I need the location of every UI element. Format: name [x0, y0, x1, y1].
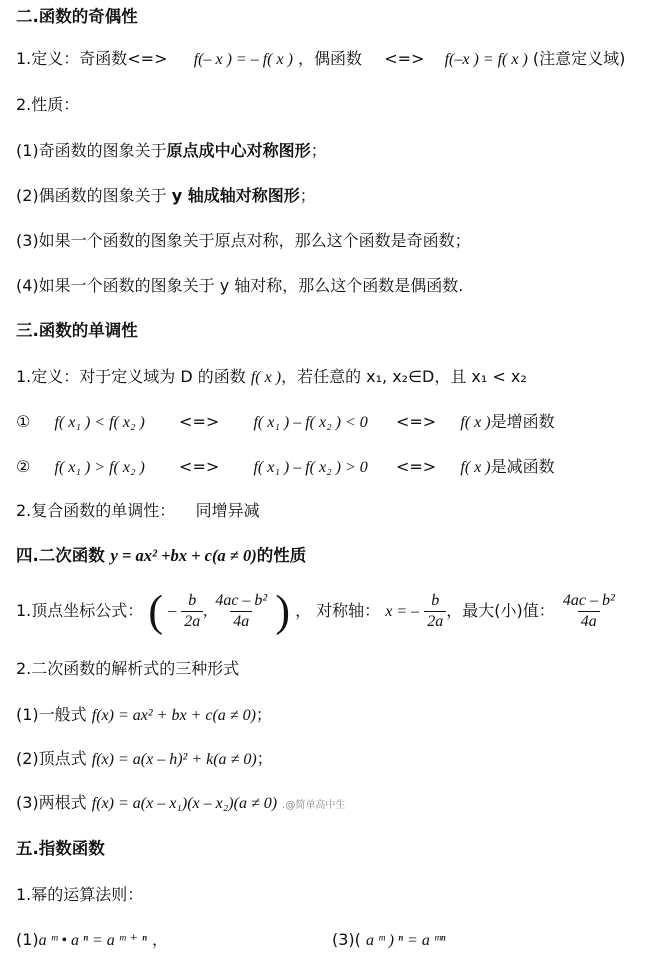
minus-sign: –	[168, 602, 177, 620]
forms-title: 2.二次函数的解析式的三种形式	[16, 659, 240, 678]
vertex-y-num: 4ac – b²	[215, 592, 268, 609]
even-formula: f(–x ) = f( x )	[444, 51, 528, 68]
power-rule-1-formula: a ᵐ • a ⁿ = a ᵐ ⁺ ⁿ	[38, 932, 147, 949]
comma: ,	[203, 602, 208, 620]
monotonic-def-fx: f( x )	[250, 369, 282, 386]
circled-2: ②	[16, 457, 31, 476]
power-rule-1-end: ，	[152, 930, 169, 949]
vertex-y-fraction	[212, 591, 270, 632]
arrow-2a: <=>	[179, 457, 220, 476]
arrow-1b: <=>	[395, 412, 437, 431]
vertex-x-fraction	[181, 591, 203, 632]
vertex-form-formula: f(x) = a(x – h)² + k(a ≠ 0)	[91, 751, 257, 768]
arrow: <=>	[384, 49, 425, 68]
decreasing-fx: f( x )	[460, 459, 491, 476]
left-paren: (	[148, 586, 164, 636]
axis-den: 2a	[424, 611, 446, 632]
section-4-title	[16, 545, 306, 567]
property-3: (3)如果一个函数的图象关于原点对称，那么这个函数是奇函数；	[16, 231, 471, 250]
right-paren: )	[275, 586, 290, 636]
max-den: 4a	[578, 611, 600, 632]
arrow-1a: <=>	[179, 412, 220, 431]
axis-lhs: x = –	[385, 603, 420, 620]
power-rule-3-formula: a ᵐ ) ⁿ = a ᵐⁿ	[366, 932, 446, 949]
arrow-2b: <=>	[395, 457, 437, 476]
general-form	[16, 704, 272, 727]
decreasing-diff: f( x₁ ) – f( x₂ ) > 0	[253, 459, 368, 476]
max-label: ，最大(小)值：	[446, 601, 555, 620]
vertex-x-num: b	[188, 592, 197, 609]
monotonic-def-text: 1.定义：对于定义域为 D 的函数	[16, 367, 246, 386]
section-3-title: 三.函数的单调性	[16, 321, 138, 340]
vertex-y-den: 4a	[230, 611, 252, 632]
monotonic-def-rest: ，若任意的 x₁, x₂∈D，且 x₁ < x₂	[281, 367, 527, 386]
circled-1: ①	[16, 412, 31, 431]
even-label: ，偶函数	[297, 49, 362, 68]
axis-fraction	[424, 591, 446, 632]
property-2-end: ；	[299, 186, 316, 205]
properties-title: 2.性质：	[16, 95, 80, 114]
vertex-x-den: 2a	[181, 611, 203, 632]
property-4: (4)如果一个函数的图象关于 y 轴对称，那么这个函数是偶函数.	[16, 276, 464, 295]
decreasing-rule	[16, 456, 555, 479]
vertex-form	[16, 748, 273, 771]
parity-definition	[16, 48, 625, 71]
domain-note: (注意定义域)	[532, 49, 626, 68]
vertex-form-end: ；	[256, 749, 273, 768]
root-form-label: (3)两根式	[16, 793, 92, 812]
axis-label: ， 对称轴：	[295, 601, 381, 620]
power-rules-title: 1.幂的运算法则：	[16, 885, 144, 904]
vertex-form-label: (2)顶点式	[16, 749, 92, 768]
increasing-rule	[16, 411, 555, 434]
property-1-bold: 原点成中心对称图形	[166, 141, 311, 160]
composite-monotonicity: 2.复合函数的单调性： 同增异减	[16, 501, 260, 520]
section-2-title: 二.函数的奇偶性	[16, 7, 138, 26]
power-rule-3-label: (3)(	[332, 930, 366, 949]
section-4-suffix: 的性质	[256, 546, 307, 565]
section-5-title: 五.指数函数	[16, 839, 105, 858]
increasing-fx: f( x )	[460, 414, 491, 431]
vertex-label: 1.顶点坐标公式：	[16, 601, 144, 620]
property-1	[16, 140, 327, 162]
section-4-formula: y = ax² +bx + c(a ≠ 0)	[110, 546, 257, 565]
power-rule-3	[332, 929, 446, 952]
section-4-prefix: 四.二次函数	[16, 546, 111, 565]
odd-formula: f(– x ) = – f( x )	[193, 51, 293, 68]
property-2	[16, 185, 316, 207]
max-fraction	[560, 591, 618, 632]
watermark: .@简单高中生	[282, 800, 346, 811]
general-form-label: (1)一般式	[16, 705, 92, 724]
decreasing-lhs: f( x₁ ) > f( x₂ )	[54, 459, 145, 476]
increasing-lhs: f( x₁ ) < f( x₂ )	[54, 414, 145, 431]
vertex-formula-line	[16, 586, 618, 637]
increasing-label: 是增函数	[490, 412, 555, 431]
axis-num: b	[431, 592, 440, 609]
property-1-end: ；	[310, 141, 327, 160]
property-1-text: (1)奇函数的图象关于	[16, 141, 167, 160]
power-rule-1	[16, 929, 168, 952]
root-form	[16, 792, 345, 817]
property-2-bold: y 轴成轴对称图形	[171, 186, 300, 205]
max-num: 4ac – b²	[562, 592, 615, 609]
root-form-formula: f(x) = a(x – x₁)(x – x₂)(a ≠ 0)	[91, 795, 278, 812]
increasing-diff: f( x₁ ) – f( x₂ ) < 0	[253, 414, 368, 431]
general-form-end: ；	[255, 705, 272, 724]
monotonic-definition	[16, 366, 527, 389]
decreasing-label: 是减函数	[490, 457, 555, 476]
property-2-text: (2)偶函数的图象关于	[16, 186, 172, 205]
general-form-formula: f(x) = ax² + bx + c(a ≠ 0)	[91, 707, 256, 724]
power-rule-1-label: (1)	[16, 930, 39, 949]
def-prefix: 1.定义：奇函数<=>	[16, 49, 168, 68]
